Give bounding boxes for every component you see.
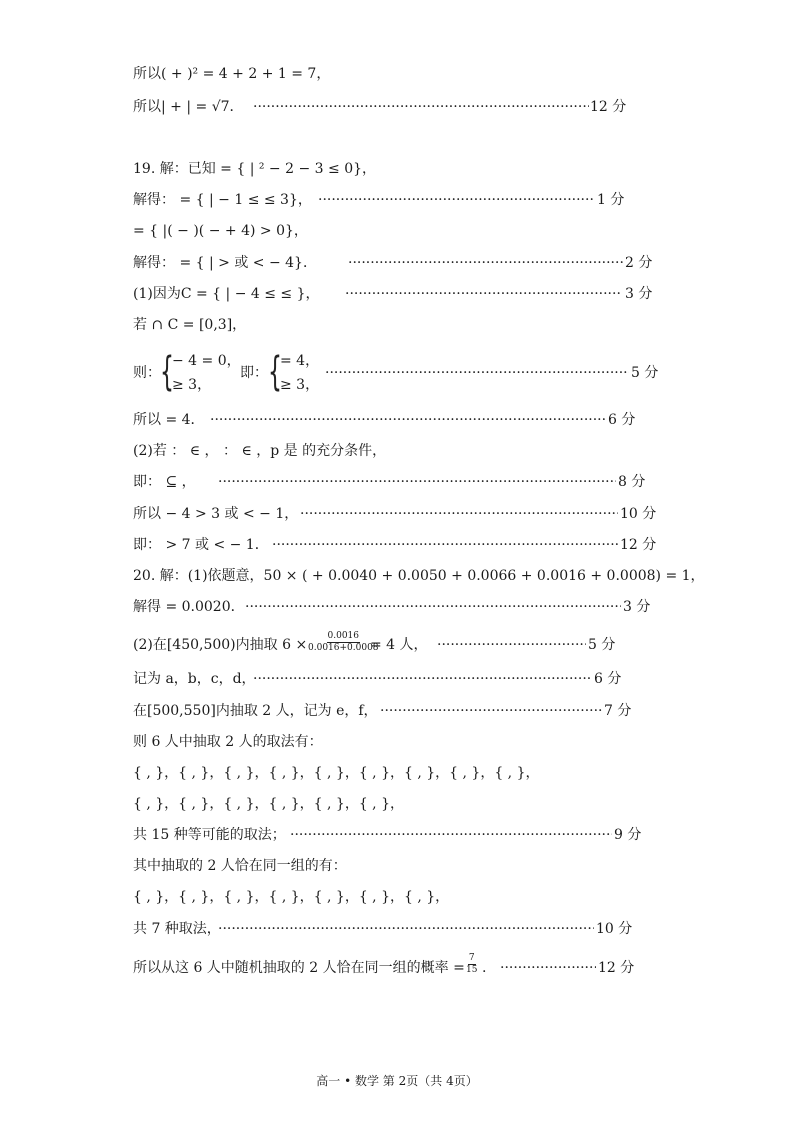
fraction — [308, 631, 379, 654]
solution-line — [0, 189, 794, 211]
score-label: 10 分 — [596, 921, 633, 937]
solution-line — [0, 762, 794, 784]
line-text: 所以 − 4 > 3 或 < − 1， — [133, 506, 299, 522]
question-20-heading — [0, 565, 794, 587]
line-text: 所以从这 6 人中随机抽取的 2 人恰在同一组的概率 = — [133, 960, 465, 976]
leader-dots — [245, 596, 621, 618]
line-text: . — [482, 960, 487, 976]
score-label: 2 分 — [625, 255, 653, 271]
line-text: 19. 解：已知 = { | ² − 2 − 3 ≤ 0}， — [133, 161, 377, 177]
score-label: 5 分 — [588, 637, 616, 653]
fraction-denominator: 0.0016+0.0008 — [308, 643, 379, 653]
solution-line — [0, 220, 794, 242]
line-text: { , }，{ , }，{ , }，{ , }，{ , }，{ , }， — [133, 796, 404, 812]
solution-line — [0, 63, 794, 85]
equation-system — [0, 350, 794, 398]
solution-line — [0, 953, 794, 981]
score-label: 8 分 — [618, 474, 646, 490]
solution-line — [0, 886, 794, 908]
left-brace: { — [160, 349, 174, 395]
score-label: 10 分 — [620, 506, 657, 522]
score-label: 3 分 — [625, 286, 653, 302]
fraction-numerator: 7 — [468, 953, 475, 963]
line-text: 即： > 7 或 < − 1． — [133, 537, 269, 553]
leader-dots — [253, 668, 591, 690]
leader-dots — [290, 824, 612, 846]
line-text: (2)若 ： ∈ ， ： ∈ ，p 是 的充分条件， — [133, 443, 387, 459]
leader-dots — [380, 700, 602, 722]
line-text: (1)因为C = { | − 4 ≤ ≤ }， — [133, 286, 320, 302]
line-text: 所以 = 4． — [133, 412, 205, 428]
line-text: 共 15 种等可能的取法； — [133, 827, 286, 843]
solution-line — [0, 252, 794, 274]
score-label: 12 分 — [598, 960, 635, 976]
line-text: 所以| + | = √7． — [133, 99, 244, 115]
line-text: = { |( − )( − + 4) > 0}， — [133, 223, 308, 239]
page-footer: 高一 • 数学 第 2页（共 4页） — [316, 1074, 478, 1088]
solution-line — [0, 440, 794, 462]
solution-line — [0, 700, 794, 722]
solution-line — [0, 855, 794, 877]
leader-dots — [253, 96, 589, 118]
solution-line — [0, 596, 794, 618]
fraction-numerator: 0.0016 — [327, 631, 360, 641]
solution-line — [0, 283, 794, 305]
solution-line — [0, 534, 794, 556]
line-text: 20. 解：(1)依题意，50 × ( + 0.0040 + 0.0050 + 0.0066 + 0.0016 + 0.0008) = 1， — [133, 568, 705, 584]
solution-line — [0, 731, 794, 753]
solution-line — [0, 471, 794, 493]
leader-dots — [437, 634, 586, 656]
line-text: 解得 = 0.0020． — [133, 599, 245, 615]
system-prefix: 即： — [240, 365, 268, 381]
leader-dots — [345, 283, 622, 305]
line-text: 记为 a，b，c，d， — [133, 671, 256, 687]
line-text: 解得： = { | − 1 ≤ ≤ 3}， — [133, 192, 312, 208]
system-equation: − 4 = 0， — [172, 353, 241, 369]
score-label: 3 分 — [623, 599, 651, 615]
system-equation: ≥ 3， — [172, 377, 212, 393]
fraction — [466, 953, 477, 976]
system-prefix: 则： — [133, 365, 161, 381]
solution-line — [0, 96, 794, 118]
score-label: 6 分 — [594, 671, 622, 687]
line-text: (2)在[450,500)内抽取 6 × — [133, 637, 308, 653]
solution-line — [0, 918, 794, 940]
leader-dots — [272, 534, 618, 556]
score-label: 9 分 — [614, 827, 642, 843]
score-label: 12 分 — [590, 99, 627, 115]
score-label: 7 分 — [604, 703, 632, 719]
leader-dots — [325, 362, 629, 384]
leader-dots — [300, 503, 618, 525]
line-text: 若 ∩ C = [0,3]， — [133, 317, 247, 333]
question-19-heading — [0, 158, 794, 180]
solution-line — [0, 409, 794, 431]
system-equation: ≥ 3， — [280, 377, 320, 393]
solution-line — [0, 668, 794, 690]
left-brace: { — [268, 349, 282, 395]
line-text: 则 6 人中抽取 2 人的取法有： — [133, 734, 323, 750]
score-label: 1 分 — [597, 192, 625, 208]
leader-dots — [210, 409, 606, 431]
line-text: = 4 人， — [370, 637, 428, 653]
solution-line — [0, 503, 794, 525]
leader-dots — [218, 918, 594, 940]
line-text: 在[500,550]内抽取 2 人，记为 e，f， — [133, 703, 378, 719]
leader-dots — [218, 471, 616, 493]
fraction-denominator: 15 — [466, 965, 478, 975]
line-text: 所以( + )² = 4 + 2 + 1 = 7， — [133, 66, 331, 82]
score-label: 6 分 — [608, 412, 636, 428]
solution-line — [0, 631, 794, 659]
line-text: { , }，{ , }，{ , }，{ , }，{ , }，{ , }，{ , }，{ , }，{ , }， — [133, 765, 540, 781]
line-text: 其中抽取的 2 人恰在同一组的有： — [133, 858, 347, 874]
line-text: { , }，{ , }，{ , }，{ , }，{ , }，{ , }，{ , }， — [133, 889, 450, 905]
solution-line — [0, 793, 794, 815]
line-text: 即： ⊆ ， — [133, 474, 196, 490]
leader-dots — [318, 189, 594, 211]
leader-dots — [500, 957, 596, 979]
line-text: 解得： = { | > 或 < − 4}． — [133, 255, 317, 271]
score-label: 12 分 — [620, 537, 657, 553]
line-text: 共 7 种取法， — [133, 921, 221, 937]
system-equation: = 4， — [280, 353, 320, 369]
solution-line — [0, 824, 794, 846]
score-label: 5 分 — [631, 365, 659, 381]
leader-dots — [348, 252, 623, 274]
solution-line — [0, 314, 794, 336]
